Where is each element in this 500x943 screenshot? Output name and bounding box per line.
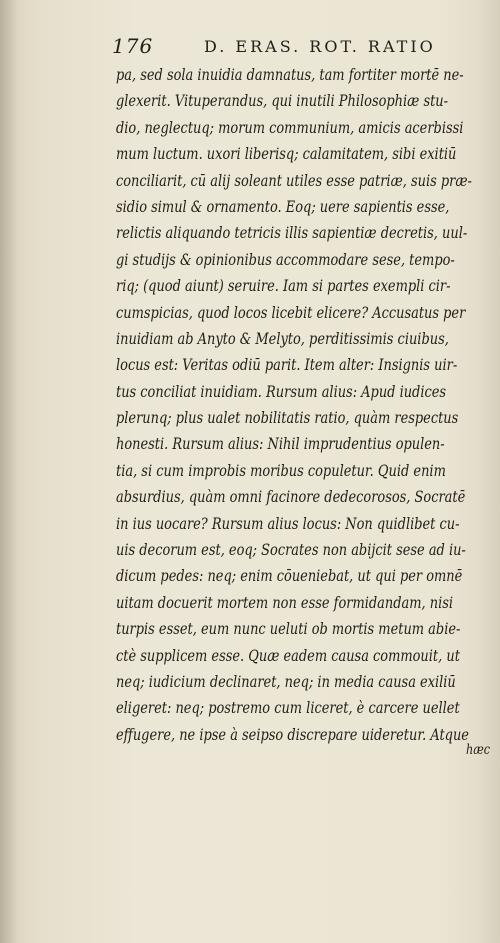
text-line: dicum pedes: neq; enim cōueniebat, ut qui per omnē [116,566,463,586]
text-line: glexerit. Vituperandus, qui inutili Philosophiæ stu- [116,91,449,111]
text-line: tus conciliat inuidiam. Rursum alius: Apud iudices [116,381,447,401]
text-line: neq; iudicium declinaret, neq; in media causa exiliū [116,671,456,691]
text-line: sidio simul & ornamento. Eoq; uere sapientis esse, [116,196,450,216]
text-line: riq; (quod aiunt) seruire. Iam si partes exempli cir- [116,276,451,296]
text-line: honesti. Rursum alius: Nihil imprudentius opulen- [116,434,445,454]
text-line: eligeret: neq; postremo cum liceret, è carcere uellet [116,698,460,718]
text-line: absurdius, quàm omni facinore dedecorosos, Socratē [116,487,466,507]
text-line: plerunq; plus ualet nobilitatis ratio, quàm respectus [116,408,459,428]
catchword: hæc [466,742,491,758]
text-line: gi studijs & opinionibus accommodare sese, tempo- [116,249,455,269]
text-line: dio, neglectuq; morum communium, amicis acerbissi [116,117,464,137]
text-line: mum luctum. uxori liberisq; calamitatem, sibi exitiū [116,144,457,164]
text-line: ctè supplicem esse. Quæ eadem causa commouit, ut [116,645,460,665]
text-line: pa, sed sola inuidia damnatus, tam fortiter mortē ne- [116,65,464,84]
text-line: cumspicias, quod locos licebit elicere? Accusatus per [116,302,466,322]
text-line: conciliarit, cū alij soleant utiles esse patriæ, suis præ- [116,170,472,190]
text-line: locus est: Veritas odiū parit. Item alter: Insignis uir- [116,355,458,375]
gutter-shadow [0,0,18,943]
text-line: effugere, ne ipse à seipso discrepare uideretur. Atque [116,724,469,744]
text-line: tia, si cum improbis moribus copuletur. Quid enim [116,460,446,480]
text-line: uis decorum est, eoq; Socrates non abijcit sese ad iu- [116,540,466,560]
text-line: uitam docuerit mortem non esse formidandam, nisi [116,592,454,612]
page-number: 176 [112,34,154,58]
text-block [116,62,488,748]
running-head: D. ERAS. ROT. RATIO [204,37,436,56]
text-line: inuidiam ab Anyto & Melyto, perditissimis ciuibus, [116,328,449,348]
page-header [112,34,482,60]
text-line: in ius uocare? Rursum alius locus: Non quidlibet cu- [116,513,460,533]
text-line: relictis aliquando tetricis illis sapientiæ decretis, uul- [116,223,468,243]
text-line: turpis esset, eum nunc ueluti ob mortis metum abie- [116,619,461,639]
